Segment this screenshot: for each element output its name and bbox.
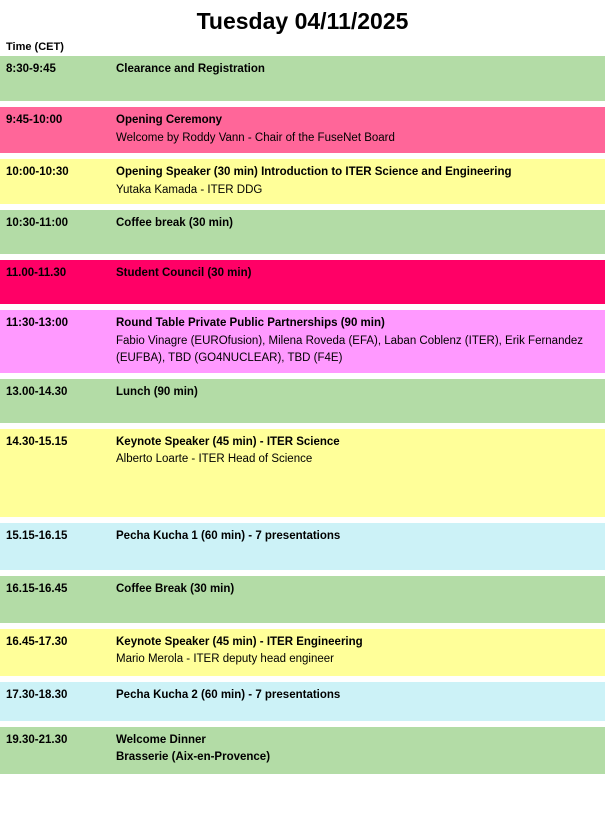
schedule-row-heading: Welcome Dinner (116, 733, 206, 746)
schedule-row-detail: Alberto Loarte - ITER Head of Science (116, 453, 313, 466)
schedule-row (0, 629, 605, 676)
schedule-row-time: 14.30-15.15 (6, 435, 68, 448)
schedule-row-heading: Pecha Kucha 2 (60 min) - 7 presentations (116, 688, 341, 701)
schedule-row-heading: Pecha Kucha 1 (60 min) - 7 presentations (116, 529, 341, 542)
schedule-row-description-cell (110, 429, 605, 517)
schedule-row-description (110, 210, 605, 237)
schedule-row-time: 17.30-18.30 (6, 688, 68, 701)
schedule-row-heading: Keynote Speaker (45 min) - ITER Science (116, 435, 340, 448)
schedule-row-heading: Coffee Break (30 min) (116, 582, 235, 595)
schedule-row-description-cell (110, 576, 605, 623)
schedule-row (0, 210, 605, 254)
schedule-row-time: 9:45-10:00 (6, 114, 63, 126)
schedule-row-description-cell (110, 260, 605, 304)
schedule-row-description-cell (110, 159, 605, 205)
schedule-row-time: 8:30-9:45 (6, 63, 56, 75)
schedule-row-detail: Welcome by Roddy Vann - Chair of the FuseNet Board (116, 131, 395, 144)
time-column-header: Time (CET) (6, 41, 64, 53)
schedule-row-time-cell (0, 56, 110, 101)
schedule-row (0, 576, 605, 623)
schedule-row-description-cell (110, 629, 605, 676)
schedule-row (0, 260, 605, 304)
schedule-row-time-cell (0, 727, 110, 774)
schedule-row-description (110, 56, 605, 83)
schedule-row (0, 159, 605, 205)
schedule-row-time-cell (0, 260, 110, 304)
schedule-row-description-cell (110, 379, 605, 423)
schedule-row-time-cell (0, 682, 110, 721)
schedule-row-time: 11:30-13:00 (6, 317, 69, 330)
schedule-row-description (110, 727, 605, 772)
schedule-row-time: 16.45-17.30 (6, 635, 68, 648)
schedule-row-heading: Opening Speaker (30 min) Introduction to ITER Science and Engineering (116, 165, 512, 178)
schedule-row-time-cell (0, 629, 110, 676)
schedule-row-heading: Lunch (90 min) (116, 385, 198, 398)
schedule-row (0, 56, 605, 101)
schedule-row-description (110, 159, 605, 205)
schedule-row-time-cell (0, 576, 110, 623)
schedule-row-heading: Clearance and Registration (116, 63, 265, 75)
schedule-row-time-cell (0, 159, 110, 205)
schedule-row-time: 15.15-16.15 (6, 529, 68, 542)
schedule-row-time: 16.15-16.45 (6, 582, 68, 595)
schedule-row-description-cell (110, 107, 605, 153)
schedule-row-detail: Yutaka Kamada - ITER DDG (116, 183, 263, 196)
schedule-row-heading: Keynote Speaker (45 min) - ITER Engineering (116, 635, 363, 648)
schedule-row-heading: Student Council (30 min) (116, 267, 252, 280)
schedule-row-detail-bold: Brasserie (Aix-en-Provence) (116, 751, 271, 764)
schedule-row-heading: Opening Ceremony (116, 114, 223, 126)
schedule-row (0, 727, 605, 774)
schedule-row-time-cell (0, 310, 110, 372)
page-title: Tuesday 04/11/2025 (196, 8, 409, 34)
schedule-row-time-cell (0, 210, 110, 254)
schedule-row-time: 10:30-11:00 (6, 217, 69, 230)
schedule-row-time: 19.30-21.30 (6, 733, 68, 746)
schedule-row-time: 13.00-14.30 (6, 385, 68, 398)
schedule-row-description-cell (110, 56, 605, 101)
schedule-row-time-cell (0, 429, 110, 517)
schedule-row (0, 379, 605, 423)
schedule-row-time: 10:00-10:30 (6, 165, 69, 178)
schedule-row-time-cell (0, 379, 110, 423)
schedule-row-description-cell (110, 523, 605, 570)
schedule-row (0, 429, 605, 517)
schedule-row (0, 682, 605, 721)
schedule-row-description (110, 682, 605, 709)
schedule-row-heading: Coffee break (30 min) (116, 217, 233, 230)
schedule-row (0, 107, 605, 153)
schedule-row-description (110, 429, 605, 475)
schedule-row-description (110, 379, 605, 406)
schedule-row-description (110, 310, 605, 372)
schedule-row-detail: Fabio Vinagre (EUROfusion), Milena Roveda (EFA), Laban Coblenz (ITER), Erik Fernandez (EUFBA), TBD (GO4NUCLEAR), TBD (F4E) (116, 335, 584, 364)
schedule-table (0, 56, 605, 774)
schedule-row-description-cell (110, 210, 605, 254)
schedule-row (0, 310, 605, 372)
schedule-row-description (110, 523, 605, 550)
schedule-row-time-cell (0, 107, 110, 153)
schedule-row-time-cell (0, 523, 110, 570)
schedule-row-time: 11.00-11.30 (6, 267, 67, 280)
schedule-row-description (110, 107, 605, 153)
schedule-row-detail: Mario Merola - ITER deputy head engineer (116, 653, 334, 666)
schedule-row-description (110, 576, 605, 603)
schedule-row-description-cell (110, 727, 605, 774)
schedule-row (0, 523, 605, 570)
schedule-row-description (110, 629, 605, 675)
schedule-row-description (110, 260, 605, 287)
schedule-row-description-cell (110, 310, 605, 372)
schedule-row-description-cell (110, 682, 605, 721)
schedule-row-heading: Round Table Private Public Partnerships (90 min) (116, 317, 385, 330)
